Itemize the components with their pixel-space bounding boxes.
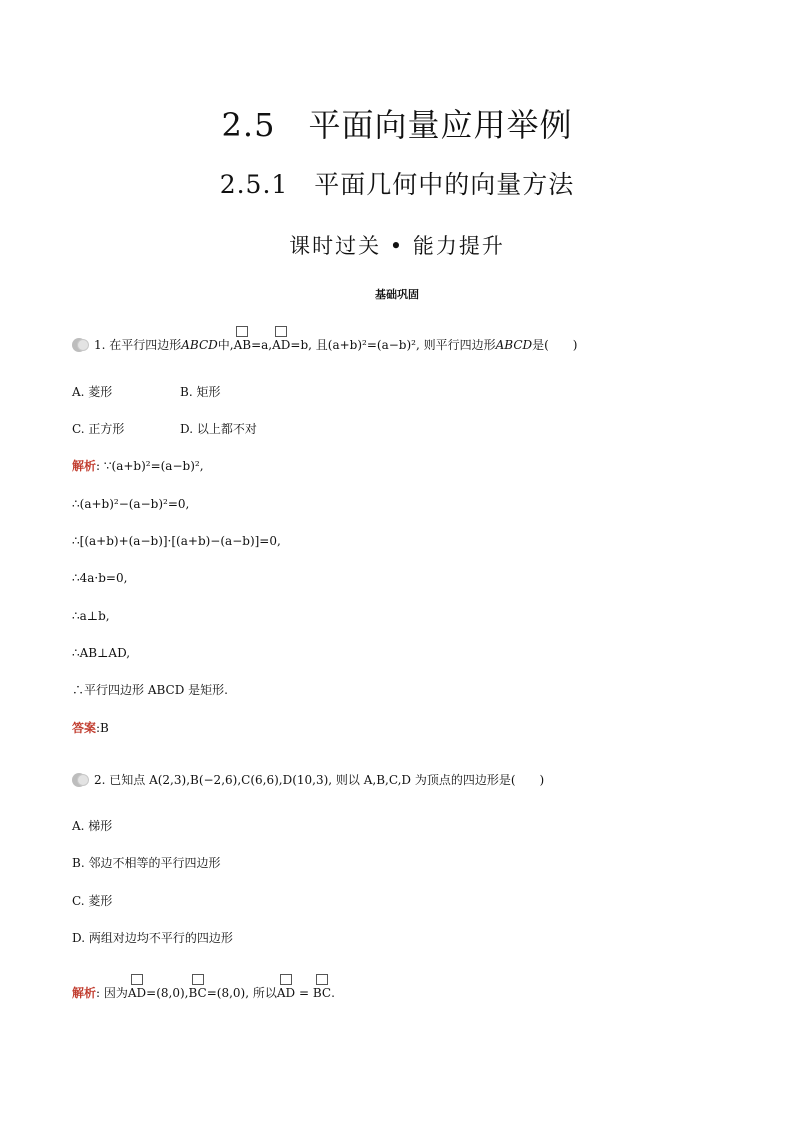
question-1-options-row-1 <box>72 384 372 400</box>
page-title: 2.5 平面向量应用举例 <box>221 106 573 144</box>
option-c: C. 正方形 <box>72 422 125 436</box>
option-d: D. 以上都不对 <box>180 422 257 436</box>
option-b: B. 邻边不相等的平行四边形 <box>72 856 221 870</box>
option-d: D. 两组对边均不平行的四边形 <box>72 931 233 945</box>
option-a: A. 梯形 <box>72 819 113 833</box>
analysis-step: ∴4a·b=0, <box>72 571 128 585</box>
question-1-answer: 答案:B <box>72 721 109 735</box>
page-subtitle: 2.5.1 平面几何中的向量方法 <box>219 170 575 199</box>
analysis-label: 解析 <box>72 986 97 1000</box>
vector-bc: BC <box>188 986 207 1000</box>
question-1-stem: 1. 在平行四边形 ABCD 中, AB =a, AD =b, 且(a+b)²=(a−b)², 则平行四边形 ABCD 是( ) <box>72 337 578 353</box>
question-bullet-icon <box>72 773 92 787</box>
vector-ad: AD <box>272 338 291 352</box>
option-c: C. 菱形 <box>72 894 113 908</box>
analysis-step: ∴a⊥b, <box>72 609 110 623</box>
lesson-heading: 课时过关 • 能力提升 <box>289 234 505 258</box>
vector-bc: BC <box>312 986 332 1000</box>
vector-ad: AD <box>127 986 147 1000</box>
question-1-options-row-2 <box>72 421 372 437</box>
analysis-step: ∴AB⊥AD, <box>72 646 131 660</box>
analysis-step: ∴[(a+b)+(a−b)]·[(a+b)−(a−b)]=0, <box>72 534 281 548</box>
question-bullet-icon <box>72 338 92 352</box>
section-heading: 基础巩固 <box>375 288 419 301</box>
question-1-analysis: 解析: ∵(a+b)²=(a−b)², <box>72 459 204 473</box>
question-2-analysis: 解析: 因为AD=(8,0),BC=(8,0), 所以AD = BC. <box>72 986 335 1000</box>
answer-label: 答案 <box>72 721 97 735</box>
analysis-step: ∴(a+b)²−(a−b)²=0, <box>72 497 190 511</box>
vector-ab: AB <box>233 338 252 352</box>
analysis-label: 解析 <box>72 459 97 473</box>
vector-ad: AD <box>276 986 296 1000</box>
analysis-step: ∴平行四边形 ABCD 是矩形. <box>72 683 228 697</box>
option-b: B. 矩形 <box>180 385 221 399</box>
option-a: A. 菱形 <box>72 385 113 399</box>
question-2-stem: 2. 已知点 A(2,3),B(−2,6),C(6,6),D(10,3), 则以 A,B,C,D 为顶点的四边形是( ) <box>72 772 544 788</box>
